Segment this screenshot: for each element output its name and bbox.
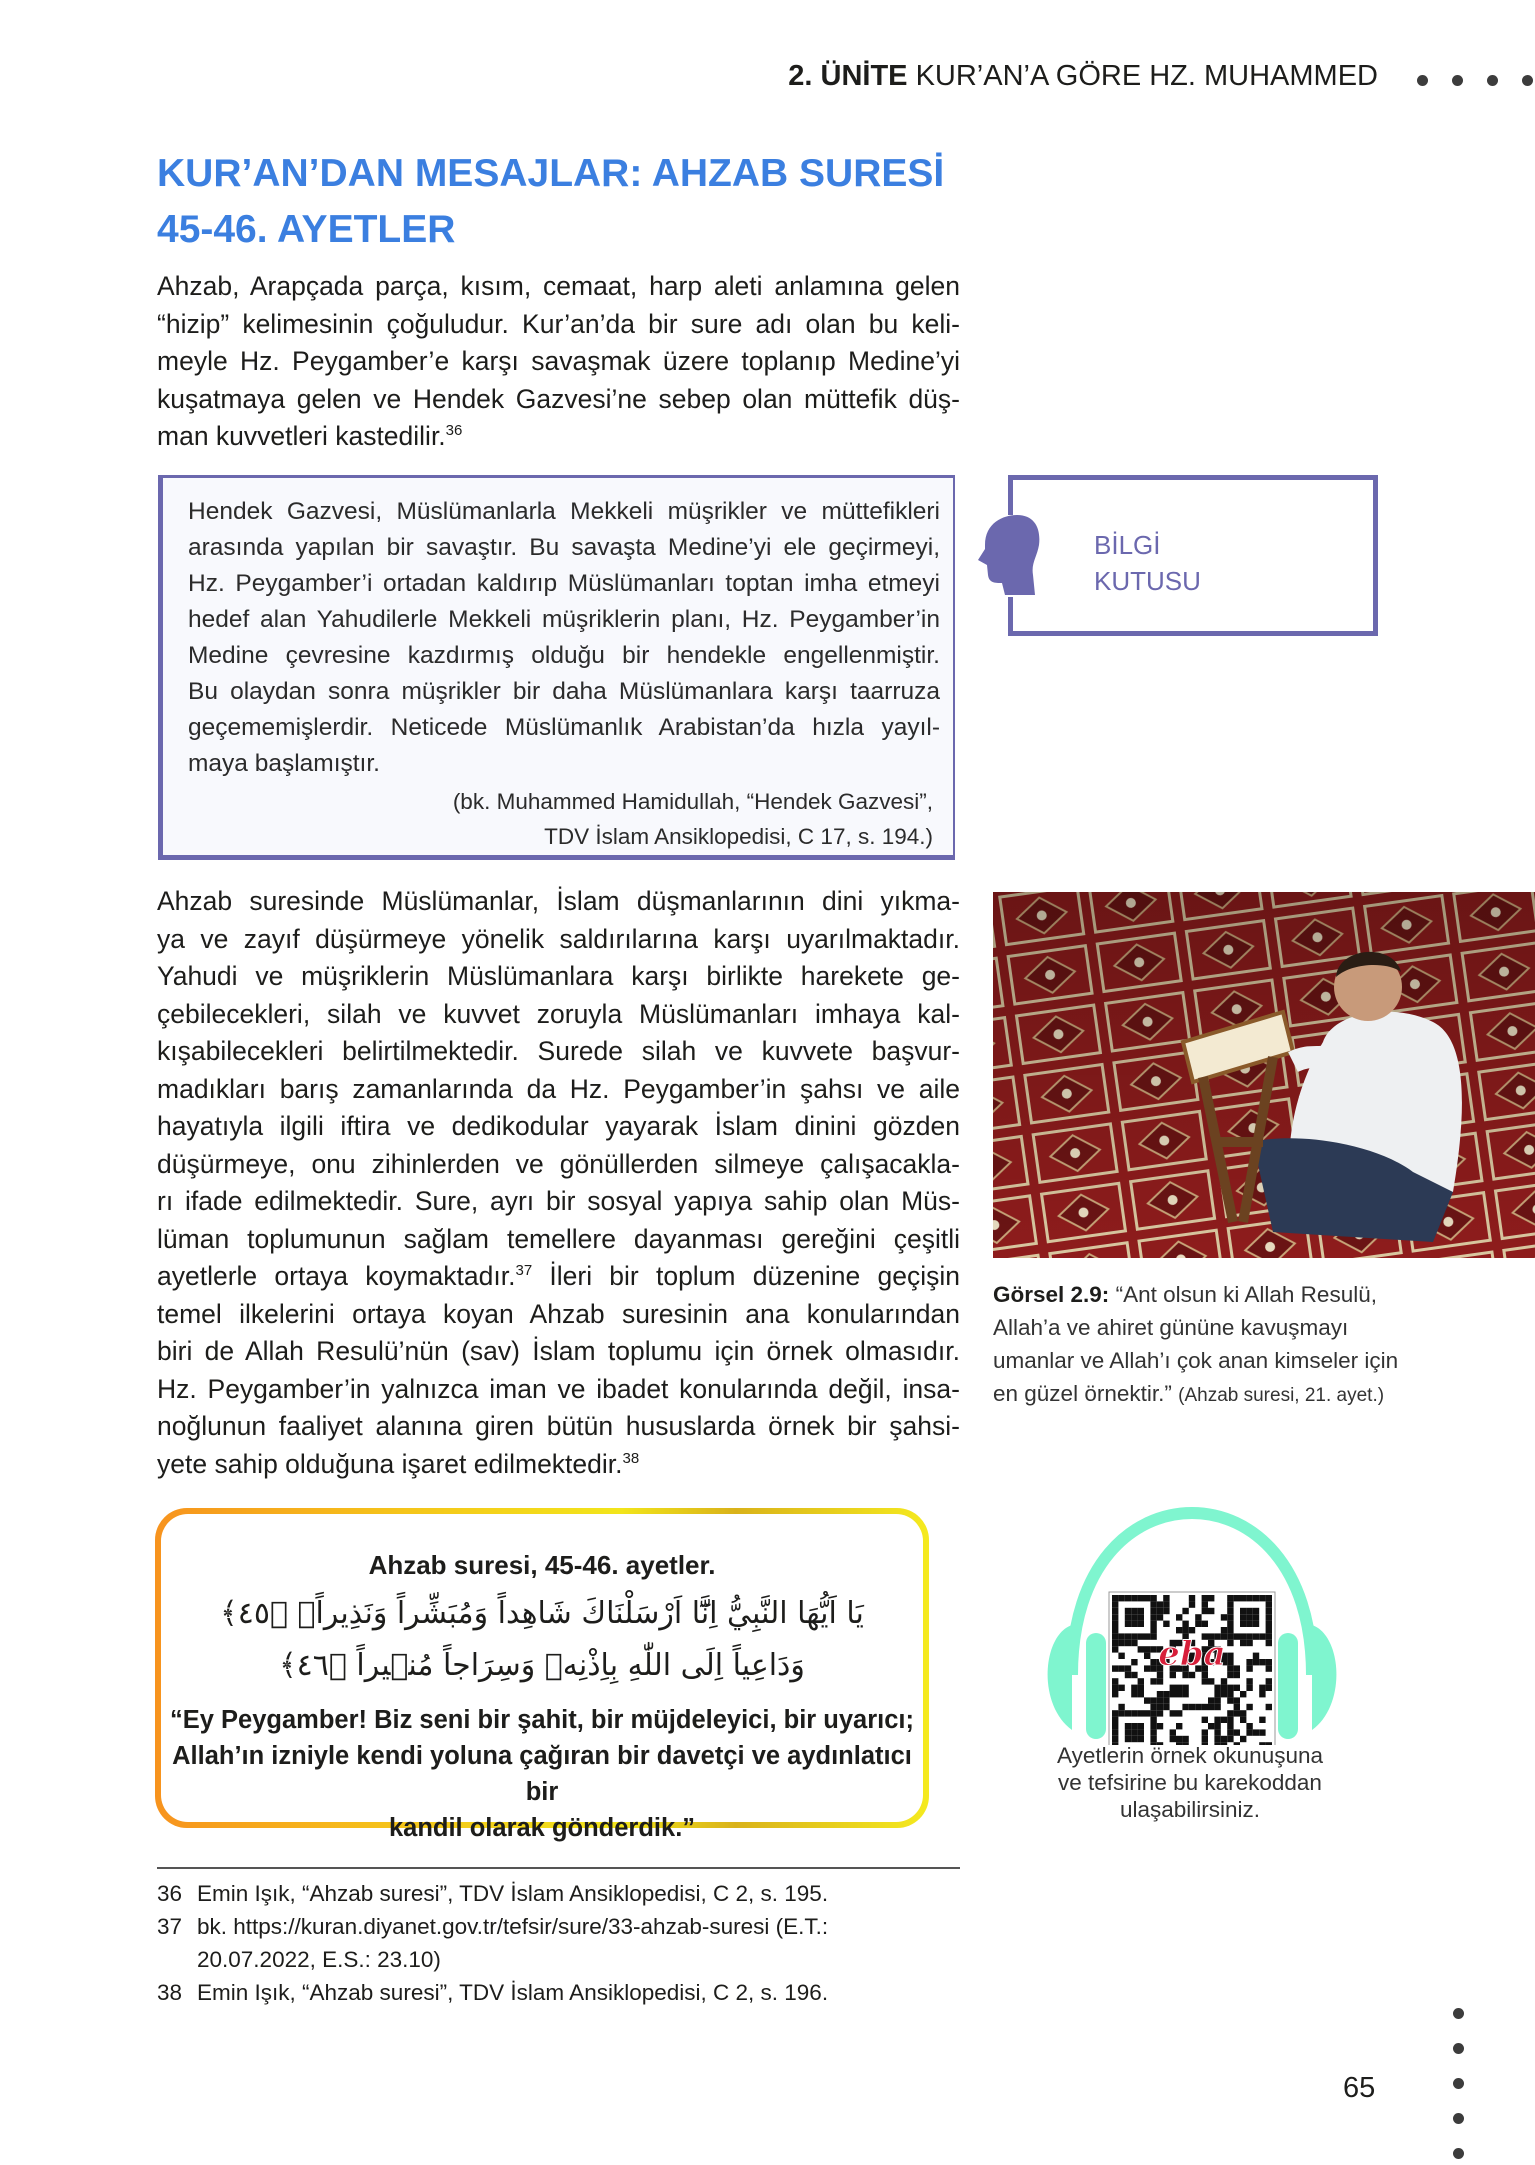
page-number: 65 — [1343, 2072, 1376, 2104]
ayet-heading: Ahzab suresi, 45-46. ayetler. — [368, 1550, 716, 1580]
caption-text: “Ant olsun ki Allah Resulü, — [1115, 1282, 1377, 1307]
footnote — [157, 1976, 977, 2009]
text-segment: man kuvvetleri kastedilir. — [157, 421, 446, 451]
footnote-number: 37 — [157, 1914, 183, 1939]
footnote-text: Emin Işık, “Ahzab suresi”, TDV İslam Ansiklopedisi, C 2, s. 195. — [197, 1881, 829, 1906]
text-line: temel ilkelerini ortaya koyan Ahzab suresinin ana konularından — [157, 1298, 960, 1329]
text-segment: İleri bir toplum düzenine geçişin — [532, 1261, 960, 1291]
caption-line — [993, 1377, 1433, 1412]
text-line: hayatıyla ilgili iftira ve dedikodular yayarak İslam dinini gözden — [157, 1111, 960, 1141]
head-silhouette-icon — [975, 515, 1045, 597]
footnote-text: Emin Işık, “Ahzab suresi”, TDV İslam Ansiklopedisi, C 2, s. 196. — [197, 1980, 829, 2005]
text-line: kuşatmaya gelen ve Hendek Gazvesi’ne sebep olan müttefik düş- — [157, 383, 960, 414]
qr-caption-line: ve tefsirine bu karekoddan — [1058, 1770, 1322, 1795]
caption-line: umanlar ve Allah’ı çok anan kimseler için — [993, 1348, 1399, 1373]
text-line — [157, 1258, 960, 1296]
decor-dot — [1453, 2078, 1464, 2089]
eba-logo: eba — [1158, 1634, 1226, 1674]
arabic-verse-45: يَا اَيُّهَا النَّبِيُّ اِنَّٓا اَرْسَلْنَاكَ شَاهِداً وَمُبَشِّراً وَنَذِيراًۙ ﴿٤٥﴾ — [220, 1596, 864, 1631]
footnote-divider — [157, 1867, 960, 1869]
main-paragraph — [157, 883, 960, 1483]
headphone-ear-icon — [1312, 1625, 1336, 1730]
text-line: hedef alan Yahudilerle Mekkeli müşriklerin planı, Hz. Peygamber’in — [188, 606, 940, 633]
text-line — [157, 1446, 960, 1484]
caption-line: Allah’a ve ahiret gününe kavuşmayı — [993, 1315, 1349, 1340]
running-header — [788, 60, 1378, 93]
title-line: 45-46. AYETLER — [157, 208, 456, 251]
decor-dot — [1417, 75, 1428, 86]
text-segment: ayetlerle ortaya koymaktadır. — [157, 1261, 516, 1291]
text-line: Ahzab, Arapçada parça, kısım, cemaat, harp aleti anlamına gelen — [157, 271, 960, 301]
arabic-verse-46: وَدَاعِياً اِلَى اللّٰهِ بِاِذْنِه۪ وَسِرَاجاً مُن۪يراً ﴿٤٦﴾ — [279, 1648, 805, 1683]
text-line: maya başlamıştır. — [188, 750, 380, 777]
text-line: Hz. Peygamber’in yalnızca iman ve ibadet konularında değil, insa- — [157, 1373, 960, 1404]
caption-line — [993, 1278, 1433, 1311]
text-line: lüman toplumunun sağlam temellere dayanması gereğini çeşitli — [157, 1223, 960, 1254]
text-segment: yete sahip olduğuna işaret edilmektedir. — [157, 1448, 623, 1479]
bilgi-kutusu-label — [1094, 527, 1201, 599]
footnote-link[interactable]: bk. https://kuran.diyanet.gov.tr/tefsir/sure/33-ahzab-suresi (E.T.: — [197, 1914, 829, 1939]
info-text — [188, 494, 940, 782]
text-line: madıkları barış zamanlarında da Hz. Peygamber’in şahsı ve aile — [157, 1073, 960, 1104]
label-line: KUTUSU — [1094, 566, 1201, 596]
text-line: Bu olaydan sonra müşrikler bir daha Müslümanlara karşı taarruza — [188, 678, 940, 705]
text-line: Hendek Gazvesi, Müslümanlarla Mekkeli müşrikler ve müttefikleri — [188, 498, 940, 525]
text-line: Ahzab suresinde Müslümanlar, İslam düşmanlarının dini yıkma- — [157, 886, 960, 916]
decor-dot — [1453, 2008, 1464, 2019]
text-line: noğlunun faaliyet alanına giren bütün hususlarda örnek bir şahsi- — [157, 1411, 960, 1441]
photo-man-reading-quran — [993, 892, 1535, 1258]
info-box — [158, 475, 955, 860]
text-line: düşürmeye, onu zihinlerden ve gönüllerden silmeye çalışacakla- — [157, 1148, 960, 1179]
text-line: Medine çevresine kazdırmış olduğu bir hendekle engellenmiştir. — [188, 642, 940, 669]
decor-dot — [1487, 75, 1498, 86]
text-line: arasında yapılan bir savaştır. Bu savaşta Medine’yi ele geçirmeyi, — [188, 534, 940, 561]
section-title — [157, 146, 944, 258]
decor-dot — [1452, 75, 1463, 86]
caption-label: Görsel 2.9: — [993, 1282, 1110, 1307]
decor-dot — [1453, 2148, 1464, 2159]
translation-line: “Ey Peygamber! Biz seni bir şahit, bir müjdeleyici, bir uyarıcı; — [170, 1706, 914, 1734]
ayet-translation — [161, 1702, 923, 1846]
footnote-ref[interactable]: 38 — [622, 1449, 640, 1467]
footnote-number: 38 — [157, 1980, 183, 2005]
info-source — [453, 784, 933, 854]
ayet-box — [155, 1508, 929, 1842]
text-line — [157, 418, 960, 456]
caption-reference: (Ahzab suresi, 21. ayet.) — [1178, 1385, 1385, 1406]
source-line: TDV İslam Ansiklopedisi, C 17, s. 194.) — [544, 824, 933, 849]
text-line: kışabilecekleri belirtilmektedir. Surede silah ve kuvvete başvur- — [157, 1036, 960, 1066]
footnote-ref[interactable]: 36 — [445, 422, 463, 440]
unit-title: KUR’AN’A GÖRE HZ. MUHAMMED — [915, 60, 1378, 92]
footnote-text: 20.07.2022, E.S.: 23.10) — [197, 1947, 441, 1972]
text-line: ya ve zayıf düşürmeye yönelik saldırılarına karşı uyarılmaktadır. — [157, 923, 960, 954]
qr-caption-line: Ayetlerin örnek okunuşuna — [1056, 1743, 1323, 1768]
decor-dot — [1453, 2043, 1464, 2054]
text-line: rı ifade edilmektedir. Sure, ayrı bir sosyal yapıya sahip olan Müs- — [157, 1186, 960, 1216]
intro-paragraph — [157, 268, 960, 456]
footnote-ref[interactable]: 37 — [515, 1262, 533, 1280]
text-line: meyle Hz. Peygamber’e karşı savaşmak üzere toplanıp Medine’yi — [157, 346, 960, 376]
qr-code-headphones[interactable] — [1042, 1505, 1342, 1745]
text-line: “hizip” kelimesinin çoğuludur. Kur’an’da bir sure adı olan bu keli- — [157, 308, 960, 339]
decor-dot — [1453, 2113, 1464, 2124]
label-line: BİLGİ — [1094, 530, 1161, 560]
title-line: KUR’AN’DAN MESAJLAR: AHZAB SURESİ — [157, 152, 945, 195]
text-line: biri de Allah Resulü’nün (sav) İslam toplumu için örnek olmasıdır. — [157, 1336, 960, 1366]
text-line: Yahudi ve müşriklerin Müslümanlara karşı birlikte harekete ge- — [157, 961, 960, 991]
caption-text: en güzel örnektir.” — [993, 1381, 1172, 1406]
footnote-number: 36 — [157, 1881, 183, 1906]
translation-line: Allah’ın izniyle kendi yoluna çağıran bir davetçi ve aydınlatıcı bir — [172, 1742, 912, 1806]
source-line: (bk. Muhammed Hamidullah, “Hendek Gazvesi”, — [452, 789, 933, 814]
decor-dot — [1522, 75, 1533, 86]
headphone-ear-icon — [1048, 1625, 1072, 1730]
text-line: Hz. Peygamber’i ortadan kaldırıp Müslümanları toptan imha etmeyi — [188, 570, 940, 597]
unit-label: 2. ÜNİTE — [788, 60, 908, 92]
qr-caption-line: ulaşabilirsiniz. — [1119, 1797, 1261, 1822]
text-line: geçememişlerdir. Neticede Müslümanlık Arabistan’da hızla yayıl- — [188, 714, 940, 741]
footnote — [157, 1910, 977, 1943]
bilgi-kutusu-label-box — [1008, 475, 1378, 636]
footnotes — [157, 1877, 977, 2009]
photo-caption — [993, 1278, 1433, 1412]
text-line: çebilecekleri, silah ve kuvvet zoruyla Müslümanları imhaya kal- — [157, 998, 960, 1029]
translation-line: kandil olarak gönderdik.” — [388, 1814, 696, 1842]
footnote — [157, 1877, 977, 1910]
qr-caption — [1030, 1742, 1350, 1823]
